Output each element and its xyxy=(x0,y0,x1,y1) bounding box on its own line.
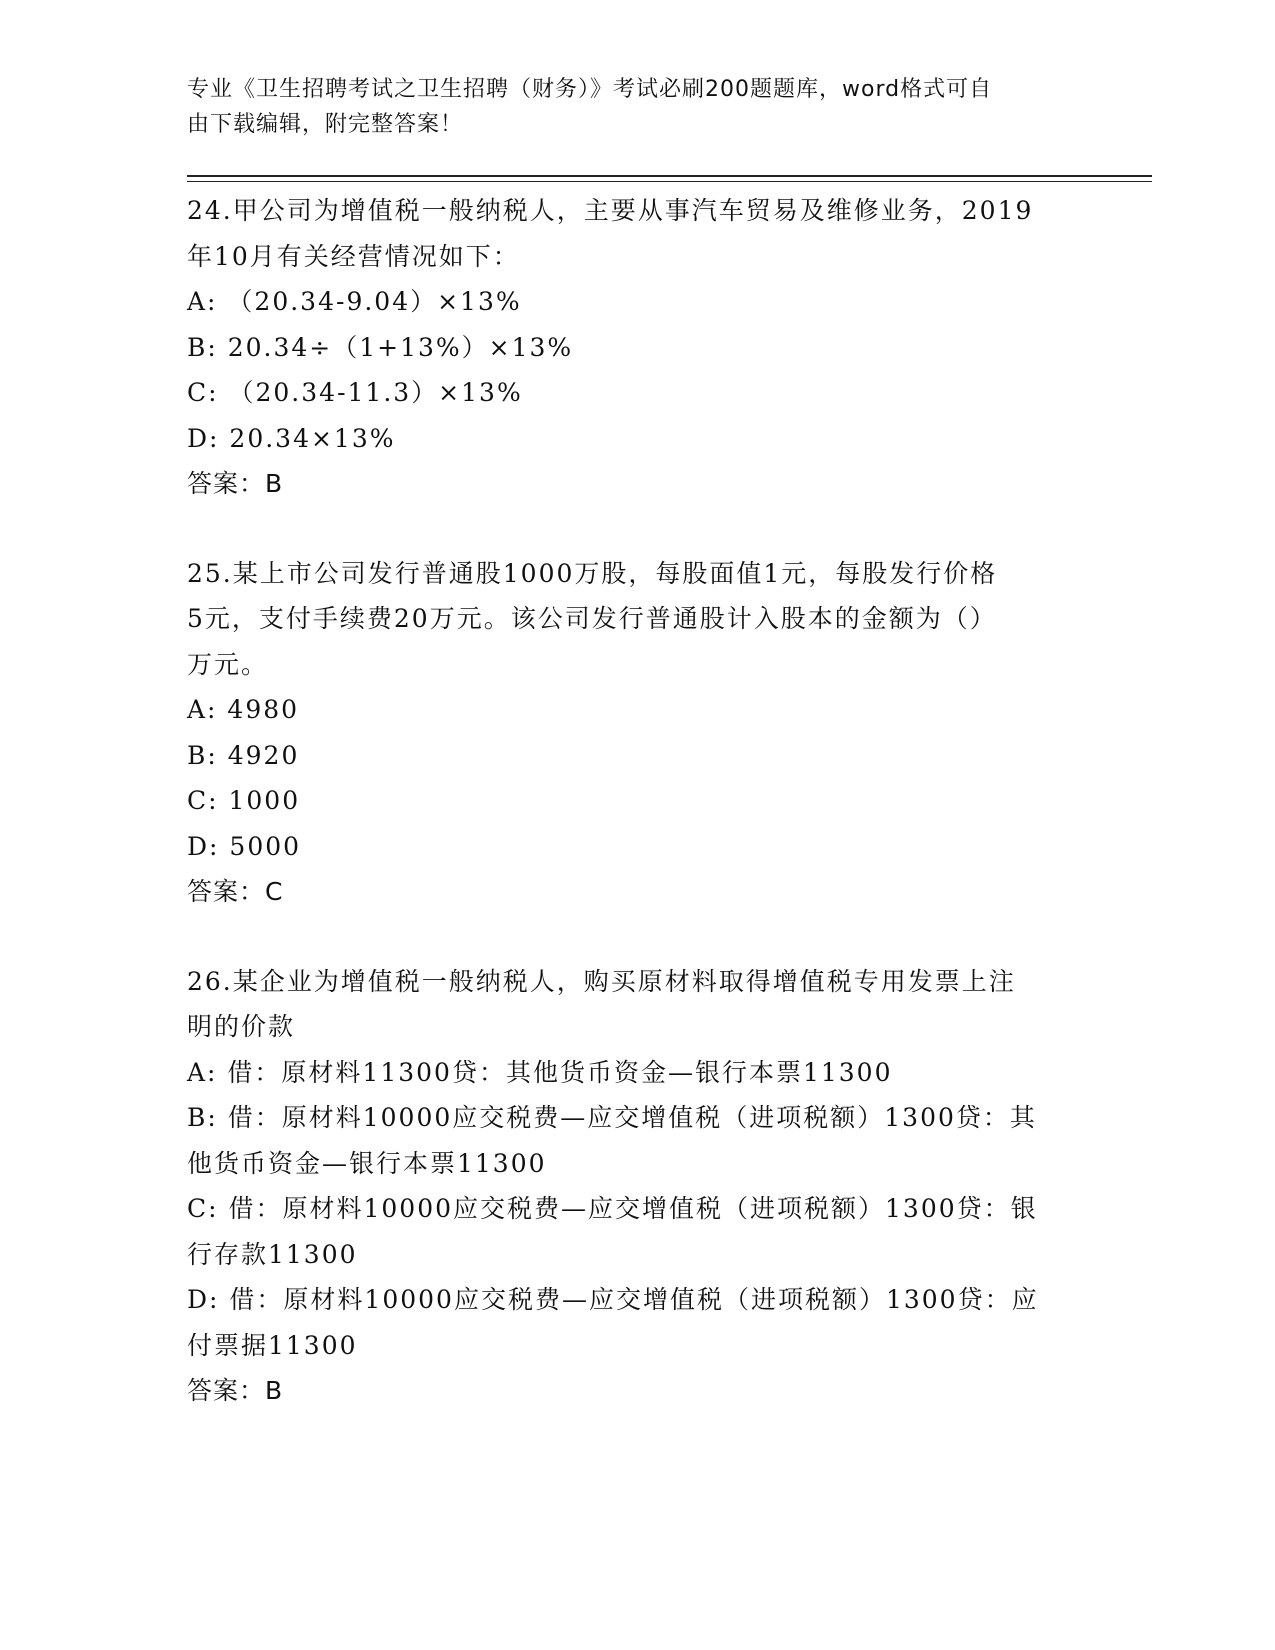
option-b: B: 4920 xyxy=(187,740,300,770)
header-line-2: 由下载编辑，附完整答案！ xyxy=(187,112,464,137)
question-stem-line: 24.甲公司为增值税一般纳税人，主要从事汽车贸易及维修业务，2019 xyxy=(187,196,1034,225)
answer-line: 答案：C xyxy=(187,877,284,906)
answer-line: 答案：B xyxy=(187,469,284,498)
option-c: C: （20.34-11.3）×13% xyxy=(187,378,523,407)
question-stem-line: 26.某企业为增值税一般纳税人，购买原材料取得增值税专用发票上注 xyxy=(187,966,1016,996)
question-stem-line: 5元，支付手续费20万元。该公司发行普通股计入股本的金额为（） xyxy=(187,604,997,633)
answer-line: 答案：B xyxy=(187,1376,284,1405)
question-stem-line: 万元。 xyxy=(187,649,269,679)
question-spacer xyxy=(187,507,1087,551)
question-stem-line: 25.某上市公司发行普通股1000万股，每股面值1元，每股发行价格 xyxy=(187,558,998,588)
option-a: A: （20.34-9.04）×13% xyxy=(187,287,522,316)
question-spacer xyxy=(187,915,1087,959)
option-c-continued: 行存款11300 xyxy=(187,1239,358,1269)
option-b: B: 20.34÷（1+13%）×13% xyxy=(187,332,574,362)
document-header xyxy=(187,72,1067,142)
header-divider-thin xyxy=(187,181,1152,182)
option-d: D: 20.34×13% xyxy=(187,423,396,453)
option-b: B: 借：原材料10000应交税费—应交增值税（进项税额）1300贷：其 xyxy=(187,1103,1037,1132)
question-list xyxy=(187,188,1087,1414)
option-c: C: 1000 xyxy=(187,786,301,815)
option-a: A: 4980 xyxy=(187,695,300,724)
header-divider-thick xyxy=(187,175,1152,177)
option-d-continued: 付票据11300 xyxy=(187,1330,358,1360)
option-c: C: 借：原材料10000应交税费—应交增值税（进项税额）1300贷：银 xyxy=(187,1194,1038,1223)
option-b-continued: 他货币资金—银行本票11300 xyxy=(187,1148,547,1178)
option-a: A: 借：原材料11300贷：其他货币资金—银行本票11300 xyxy=(187,1057,893,1087)
question-25 xyxy=(187,551,1087,915)
question-24 xyxy=(187,188,1087,507)
option-d: D: 5000 xyxy=(187,831,302,861)
header-line-1: 专业《卫生招聘考试之卫生招聘（财务）》考试必刷200题题库，word格式可自 xyxy=(187,77,993,102)
option-d: D: 借：原材料10000应交税费—应交增值税（进项税额）1300贷：应 xyxy=(187,1285,1039,1314)
question-26 xyxy=(187,959,1087,1414)
question-stem-line: 明的价款 xyxy=(187,1012,296,1041)
question-stem-line: 年10月有关经营情况如下： xyxy=(187,241,520,271)
